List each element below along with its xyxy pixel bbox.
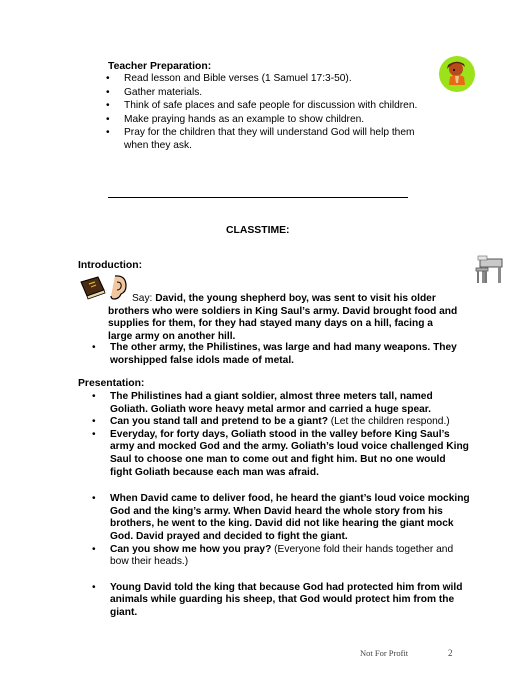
- classroom-desk-icon: [474, 254, 510, 286]
- list-item: • Can you stand tall and pretend to be a giant? (Let the children respond.): [78, 416, 470, 429]
- teacher-prep-list: [92, 73, 422, 154]
- introduction-list: [78, 342, 468, 367]
- list-item: • The other army, the Philistines, was large and had many weapons. They worshipped false idols made of metal.: [78, 342, 468, 367]
- page-number: 2: [448, 648, 453, 658]
- list-item: • Can you show me how you pray? (Everyone fold their hands together and bow their heads.): [78, 544, 470, 569]
- list-item: • Everyday, for forty days, Goliath stood in the valley before King Saul’s army and mocked God and the army. Goliath’s loud voice challenged King Saul to choose one man to come out and fight him. But no one would fight Goliath because each man was afraid.: [78, 429, 470, 479]
- classtime-heading: CLASSTIME:: [226, 225, 290, 236]
- say-text: David, the young shepherd boy, was sent to visit his older brothers who were soldiers in King Saul’s army. David brought food and supplies for them, for they had stayed many days on a hill, facing a large army on another hill.: [108, 293, 458, 342]
- list-item: • When David came to deliver food, he heard the giant’s loud voice mocking God and the king’s army. When David heard the whole story from his brothers, he went to the king. David did not like hearing the giant mock God. David prayed and decided to fight the giant.: [78, 493, 470, 543]
- teacher-prep-heading: Teacher Preparation:: [108, 61, 212, 72]
- praying-child-icon: [438, 55, 476, 93]
- say-label: Say:: [132, 293, 153, 304]
- footer-text: Not For Profit: [360, 648, 409, 658]
- introduction-heading: Introduction:: [78, 260, 143, 271]
- list-item: • Think of safe places and safe people for discussion with children.: [92, 100, 422, 113]
- list-item: • Read lesson and Bible verses (1 Samuel 17:3-50).: [92, 73, 422, 86]
- list-item: • Young David told the king that because God had protected him from wild animals while guarding his sheep, that God would protect him from the giant.: [78, 582, 470, 620]
- presentation-heading: Presentation:: [78, 378, 145, 389]
- presentation-list: [78, 391, 470, 620]
- section-divider: [108, 197, 408, 198]
- list-item: • Make praying hands as an example to show children.: [92, 114, 422, 127]
- list-item: • The Philistines had a giant soldier, almost three meters tall, named Goliath. Goliath wore heavy metal armor and carried a huge spear.: [78, 391, 470, 416]
- list-item: • Pray for the children that they will understand God will help them when they ask.: [92, 127, 422, 152]
- list-item: • Gather materials.: [92, 87, 422, 100]
- say-paragraph: [108, 293, 458, 343]
